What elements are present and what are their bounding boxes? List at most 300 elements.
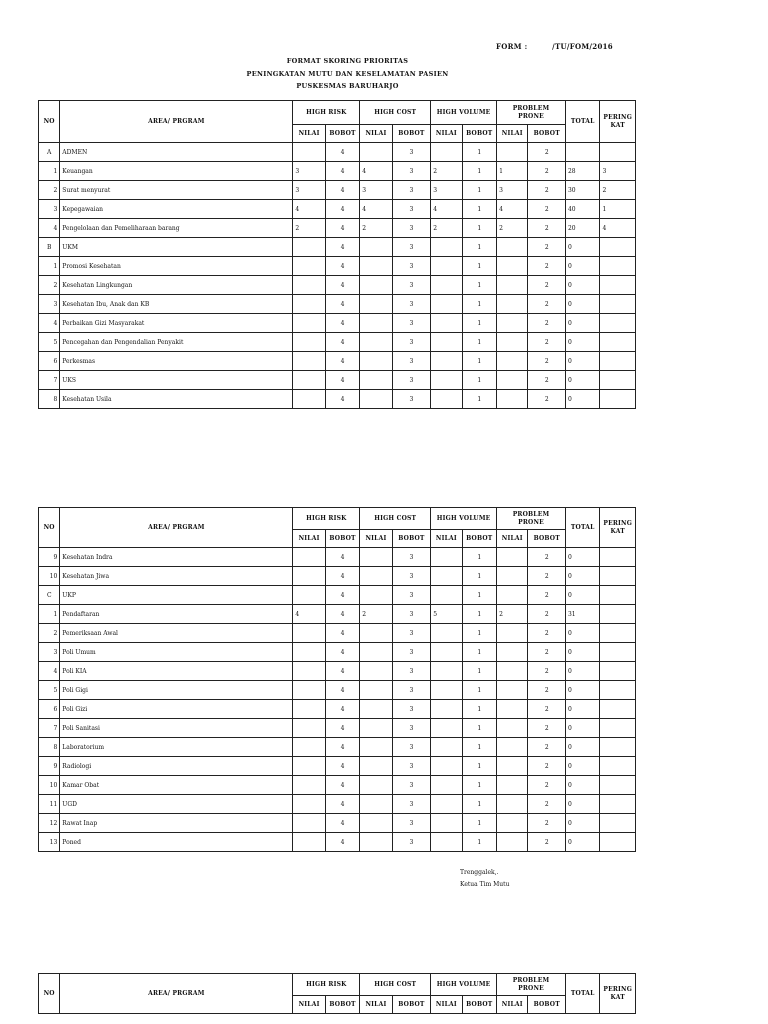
high-risk-nilai-cell — [293, 700, 325, 719]
peringkat-cell — [600, 143, 636, 162]
high-volume-bobot-cell: 1 — [462, 700, 496, 719]
area-cell: Pengelolaan dan Pemeliharaan barang — [60, 219, 293, 238]
area-cell: Perbaikan Gizi Masyarakat — [60, 314, 293, 333]
header-high-risk: HIGH RISK — [293, 508, 360, 530]
high-risk-nilai-cell — [293, 314, 325, 333]
table-row — [39, 586, 636, 605]
high-risk-nilai-cell — [293, 681, 325, 700]
header-high-cost: HIGH COST — [360, 508, 431, 530]
header-problem-prone: PROBLEM PRONE — [497, 974, 566, 996]
high-volume-nilai-cell — [431, 624, 462, 643]
total-cell: 0 — [565, 295, 599, 314]
area-cell: Poli Gizi — [60, 700, 293, 719]
area-cell: Pendaftaran — [60, 605, 293, 624]
problem-prone-bobot-cell: 2 — [528, 390, 566, 409]
high-cost-nilai-cell — [360, 662, 392, 681]
title-line-2: PENINGKATAN MUTU DAN KESELAMATAN PASIEN — [246, 69, 449, 78]
no-cell: 3 — [39, 200, 60, 219]
table-row — [39, 738, 636, 757]
high-volume-nilai-cell: 4 — [431, 200, 462, 219]
problem-prone-nilai-cell — [497, 662, 528, 681]
high-risk-bobot-cell: 4 — [325, 567, 359, 586]
peringkat-cell: 1 — [600, 200, 636, 219]
problem-prone-nilai-cell — [497, 757, 528, 776]
area-cell: Kesehatan Ibu, Anak dan KB — [60, 295, 293, 314]
high-volume-bobot-cell: 1 — [462, 181, 496, 200]
high-risk-nilai-cell: 3 — [293, 162, 325, 181]
high-cost-nilai-cell — [360, 333, 392, 352]
table-row — [39, 219, 636, 238]
high-risk-nilai-cell — [293, 738, 325, 757]
total-cell: 0 — [565, 833, 599, 852]
total-cell: 0 — [565, 586, 599, 605]
high-risk-bobot-cell: 4 — [325, 371, 359, 390]
title-line-1: FORMAT SKORING PRIORITAS — [286, 57, 409, 65]
high-cost-bobot-cell: 3 — [392, 681, 431, 700]
high-cost-bobot-cell: 3 — [392, 795, 431, 814]
total-cell: 0 — [565, 814, 599, 833]
high-cost-nilai-cell — [360, 719, 392, 738]
no-cell: 2 — [39, 181, 60, 200]
high-cost-nilai-cell — [360, 390, 392, 409]
peringkat-cell: 2 — [600, 181, 636, 200]
high-risk-bobot-cell: 4 — [325, 143, 359, 162]
total-cell: 0 — [565, 738, 599, 757]
no-cell: 2 — [39, 624, 60, 643]
high-risk-nilai-cell — [293, 624, 325, 643]
no-cell: 3 — [39, 295, 60, 314]
high-cost-nilai-cell — [360, 567, 392, 586]
problem-prone-nilai-cell — [497, 795, 528, 814]
no-cell: 8 — [39, 390, 60, 409]
high-volume-nilai-cell — [431, 776, 462, 795]
header-bobot: BOBOT — [462, 996, 496, 1014]
table-row — [39, 681, 636, 700]
high-volume-nilai-cell: 3 — [431, 181, 462, 200]
high-volume-nilai-cell — [431, 333, 462, 352]
high-volume-nilai-cell — [431, 276, 462, 295]
high-volume-nilai-cell: 5 — [431, 605, 462, 624]
high-cost-nilai-cell — [360, 643, 392, 662]
header-bobot: BOBOT — [528, 530, 566, 548]
problem-prone-bobot-cell: 2 — [528, 200, 566, 219]
problem-prone-nilai-cell — [497, 719, 528, 738]
high-cost-bobot-cell: 3 — [392, 333, 431, 352]
high-risk-bobot-cell: 4 — [325, 333, 359, 352]
header-bobot: BOBOT — [325, 996, 359, 1014]
table-row — [39, 643, 636, 662]
high-volume-bobot-cell: 1 — [462, 567, 496, 586]
high-cost-nilai-cell — [360, 624, 392, 643]
no-cell: 6 — [39, 700, 60, 719]
problem-prone-bobot-cell: 2 — [528, 295, 566, 314]
header-bobot: BOBOT — [325, 530, 359, 548]
high-risk-nilai-cell — [293, 352, 325, 371]
area-cell: Kesehatan Usila — [60, 390, 293, 409]
total-cell: 0 — [565, 700, 599, 719]
high-volume-nilai-cell — [431, 700, 462, 719]
header-high-volume: HIGH VOLUME — [431, 974, 497, 996]
high-volume-bobot-cell: 1 — [462, 643, 496, 662]
peringkat-cell — [600, 352, 636, 371]
high-volume-bobot-cell: 1 — [462, 662, 496, 681]
problem-prone-nilai-cell — [497, 814, 528, 833]
high-cost-nilai-cell: 4 — [360, 162, 392, 181]
high-volume-bobot-cell: 1 — [462, 238, 496, 257]
peringkat-cell — [600, 776, 636, 795]
high-cost-bobot-cell: 3 — [392, 586, 431, 605]
problem-prone-nilai-cell — [497, 624, 528, 643]
problem-prone-bobot-cell: 2 — [528, 352, 566, 371]
total-cell: 0 — [565, 238, 599, 257]
table-row — [39, 257, 636, 276]
header-high-risk: HIGH RISK — [293, 101, 360, 125]
header-nilai: NILAI — [360, 530, 392, 548]
high-cost-bobot-cell: 3 — [392, 371, 431, 390]
high-volume-bobot-cell: 1 — [462, 795, 496, 814]
high-risk-nilai-cell — [293, 757, 325, 776]
high-volume-bobot-cell: 1 — [462, 814, 496, 833]
no-cell: 1 — [39, 605, 60, 624]
problem-prone-nilai-cell — [497, 586, 528, 605]
high-risk-bobot-cell: 4 — [325, 162, 359, 181]
total-cell: 0 — [565, 333, 599, 352]
high-volume-nilai-cell — [431, 814, 462, 833]
problem-prone-bobot-cell: 2 — [528, 605, 566, 624]
high-risk-nilai-cell — [293, 295, 325, 314]
high-risk-nilai-cell — [293, 795, 325, 814]
high-cost-bobot-cell: 3 — [392, 257, 431, 276]
peringkat-cell — [600, 738, 636, 757]
problem-prone-bobot-cell: 2 — [528, 776, 566, 795]
high-cost-bobot-cell: 3 — [392, 605, 431, 624]
problem-prone-bobot-cell: 2 — [528, 662, 566, 681]
total-cell: 0 — [565, 624, 599, 643]
high-cost-nilai-cell — [360, 548, 392, 567]
no-cell: 5 — [39, 681, 60, 700]
problem-prone-bobot-cell: 2 — [528, 719, 566, 738]
no-cell: A — [39, 143, 60, 162]
high-risk-bobot-cell: 4 — [325, 681, 359, 700]
area-cell: Pemeriksaan Awal — [60, 624, 293, 643]
problem-prone-nilai-cell: 2 — [497, 219, 528, 238]
high-cost-nilai-cell: 3 — [360, 181, 392, 200]
area-cell: Poli Sanitasi — [60, 719, 293, 738]
high-volume-bobot-cell: 1 — [462, 295, 496, 314]
problem-prone-nilai-cell — [497, 567, 528, 586]
header-nilai: NILAI — [293, 530, 325, 548]
high-volume-nilai-cell — [431, 257, 462, 276]
high-risk-nilai-cell — [293, 276, 325, 295]
high-volume-nilai-cell — [431, 548, 462, 567]
header-area: AREA/ PRGRAM — [60, 101, 293, 143]
high-cost-nilai-cell — [360, 700, 392, 719]
table-row — [39, 238, 636, 257]
peringkat-cell — [600, 681, 636, 700]
table-row — [39, 757, 636, 776]
high-volume-nilai-cell — [431, 719, 462, 738]
area-cell: ADMEN — [60, 143, 293, 162]
high-cost-bobot-cell: 3 — [392, 181, 431, 200]
problem-prone-bobot-cell: 2 — [528, 276, 566, 295]
table-row — [39, 662, 636, 681]
high-volume-bobot-cell: 1 — [462, 200, 496, 219]
total-cell: 0 — [565, 567, 599, 586]
high-volume-nilai-cell — [431, 738, 462, 757]
header-total: TOTAL — [565, 101, 599, 143]
total-cell: 28 — [565, 162, 599, 181]
header-nilai: NILAI — [497, 125, 528, 143]
header-area: AREA/ PRGRAM — [60, 974, 293, 1014]
high-risk-bobot-cell: 4 — [325, 548, 359, 567]
high-cost-bobot-cell: 3 — [392, 162, 431, 181]
no-cell: 5 — [39, 333, 60, 352]
high-volume-bobot-cell: 1 — [462, 757, 496, 776]
header-high-risk: HIGH RISK — [293, 974, 360, 996]
no-cell: 1 — [39, 162, 60, 181]
peringkat-cell — [600, 567, 636, 586]
no-cell: 10 — [39, 776, 60, 795]
high-risk-bobot-cell: 4 — [325, 352, 359, 371]
header-peringkat: PERING KAT — [600, 974, 636, 1014]
peringkat-cell — [600, 333, 636, 352]
high-cost-bobot-cell: 3 — [392, 700, 431, 719]
high-cost-nilai-cell: 4 — [360, 200, 392, 219]
problem-prone-nilai-cell: 2 — [497, 605, 528, 624]
header-high-cost: HIGH COST — [360, 974, 431, 996]
high-risk-bobot-cell: 4 — [325, 719, 359, 738]
problem-prone-nilai-cell — [497, 143, 528, 162]
peringkat-cell — [600, 238, 636, 257]
high-volume-bobot-cell: 1 — [462, 257, 496, 276]
problem-prone-nilai-cell — [497, 548, 528, 567]
no-cell: 8 — [39, 738, 60, 757]
area-cell: Keuangan — [60, 162, 293, 181]
high-volume-bobot-cell: 1 — [462, 371, 496, 390]
high-volume-bobot-cell: 1 — [462, 624, 496, 643]
high-risk-nilai-cell: 3 — [293, 181, 325, 200]
header-bobot: BOBOT — [325, 125, 359, 143]
high-risk-bobot-cell: 4 — [325, 757, 359, 776]
header-nilai: NILAI — [293, 996, 325, 1014]
problem-prone-bobot-cell: 2 — [528, 757, 566, 776]
total-cell: 0 — [565, 257, 599, 276]
high-volume-nilai-cell — [431, 352, 462, 371]
high-risk-nilai-cell: 2 — [293, 219, 325, 238]
problem-prone-nilai-cell — [497, 681, 528, 700]
high-cost-nilai-cell — [360, 257, 392, 276]
no-cell: 6 — [39, 352, 60, 371]
table-row — [39, 833, 636, 852]
header-total: TOTAL — [565, 974, 599, 1014]
high-volume-bobot-cell: 1 — [462, 738, 496, 757]
no-cell: 4 — [39, 314, 60, 333]
problem-prone-nilai-cell — [497, 295, 528, 314]
high-volume-nilai-cell — [431, 567, 462, 586]
table-row — [39, 295, 636, 314]
header-nilai: NILAI — [360, 125, 392, 143]
problem-prone-bobot-cell: 2 — [528, 738, 566, 757]
problem-prone-bobot-cell: 2 — [528, 257, 566, 276]
total-cell: 0 — [565, 757, 599, 776]
high-volume-bobot-cell: 1 — [462, 586, 496, 605]
peringkat-cell — [600, 314, 636, 333]
header-area: AREA/ PRGRAM — [60, 508, 293, 548]
high-volume-bobot-cell: 1 — [462, 833, 496, 852]
high-risk-bobot-cell: 4 — [325, 643, 359, 662]
high-risk-bobot-cell: 4 — [325, 181, 359, 200]
high-risk-bobot-cell: 4 — [325, 738, 359, 757]
total-cell: 0 — [565, 795, 599, 814]
header-no: NO — [39, 508, 60, 548]
high-risk-nilai-cell — [293, 814, 325, 833]
table-2-body — [39, 548, 636, 852]
no-cell: C — [39, 586, 60, 605]
high-risk-nilai-cell — [293, 548, 325, 567]
header-nilai: NILAI — [497, 996, 528, 1014]
table-row — [39, 143, 636, 162]
high-volume-nilai-cell — [431, 662, 462, 681]
no-cell: 13 — [39, 833, 60, 852]
header-high-volume: HIGH VOLUME — [431, 508, 497, 530]
high-risk-bobot-cell: 4 — [325, 605, 359, 624]
area-cell: Radiologi — [60, 757, 293, 776]
high-volume-nilai-cell — [431, 390, 462, 409]
peringkat-cell: 4 — [600, 219, 636, 238]
high-risk-nilai-cell — [293, 390, 325, 409]
problem-prone-bobot-cell: 2 — [528, 700, 566, 719]
table-row — [39, 567, 636, 586]
peringkat-cell — [600, 276, 636, 295]
high-volume-bobot-cell: 1 — [462, 776, 496, 795]
high-cost-bobot-cell: 3 — [392, 548, 431, 567]
high-risk-bobot-cell: 4 — [325, 314, 359, 333]
high-volume-bobot-cell: 1 — [462, 162, 496, 181]
high-risk-nilai-cell — [293, 371, 325, 390]
high-cost-bobot-cell: 3 — [392, 567, 431, 586]
area-cell: UKS — [60, 371, 293, 390]
high-cost-bobot-cell: 3 — [392, 352, 431, 371]
total-cell: 0 — [565, 548, 599, 567]
high-cost-nilai-cell: 2 — [360, 605, 392, 624]
total-cell — [565, 143, 599, 162]
area-cell: Promosi Kesehatan — [60, 257, 293, 276]
problem-prone-nilai-cell — [497, 333, 528, 352]
high-volume-nilai-cell — [431, 586, 462, 605]
high-volume-nilai-cell — [431, 295, 462, 314]
problem-prone-nilai-cell — [497, 776, 528, 795]
table-row — [39, 390, 636, 409]
high-cost-bobot-cell: 3 — [392, 314, 431, 333]
header-peringkat: PERING KAT — [600, 101, 636, 143]
total-cell: 0 — [565, 776, 599, 795]
total-cell: 0 — [565, 681, 599, 700]
high-volume-nilai-cell — [431, 314, 462, 333]
high-cost-bobot-cell: 3 — [392, 833, 431, 852]
high-volume-bobot-cell: 1 — [462, 143, 496, 162]
high-volume-bobot-cell: 1 — [462, 333, 496, 352]
high-cost-bobot-cell: 3 — [392, 643, 431, 662]
problem-prone-nilai-cell — [497, 352, 528, 371]
high-volume-bobot-cell: 1 — [462, 548, 496, 567]
high-cost-nilai-cell — [360, 738, 392, 757]
high-risk-bobot-cell: 4 — [325, 586, 359, 605]
high-cost-nilai-cell — [360, 276, 392, 295]
high-volume-nilai-cell — [431, 371, 462, 390]
problem-prone-nilai-cell — [497, 390, 528, 409]
header-nilai: NILAI — [360, 996, 392, 1014]
problem-prone-nilai-cell — [497, 314, 528, 333]
scoring-table-2 — [38, 507, 636, 852]
high-volume-nilai-cell — [431, 795, 462, 814]
problem-prone-bobot-cell: 2 — [528, 795, 566, 814]
peringkat-cell — [600, 643, 636, 662]
high-cost-nilai-cell — [360, 681, 392, 700]
peringkat-cell — [600, 795, 636, 814]
header-bobot: BOBOT — [462, 530, 496, 548]
problem-prone-bobot-cell: 2 — [528, 814, 566, 833]
problem-prone-bobot-cell: 2 — [528, 162, 566, 181]
table-row — [39, 181, 636, 200]
high-cost-bobot-cell: 3 — [392, 814, 431, 833]
table-row — [39, 371, 636, 390]
high-cost-nilai-cell — [360, 352, 392, 371]
high-risk-bobot-cell: 4 — [325, 295, 359, 314]
problem-prone-bobot-cell: 2 — [528, 219, 566, 238]
problem-prone-nilai-cell: 3 — [497, 181, 528, 200]
high-risk-nilai-cell: 4 — [293, 605, 325, 624]
peringkat-cell — [600, 548, 636, 567]
header-bobot: BOBOT — [462, 125, 496, 143]
high-cost-nilai-cell — [360, 238, 392, 257]
area-cell: Poned — [60, 833, 293, 852]
high-volume-bobot-cell: 1 — [462, 314, 496, 333]
header-bobot: BOBOT — [528, 996, 566, 1014]
problem-prone-bobot-cell: 2 — [528, 548, 566, 567]
high-cost-bobot-cell: 3 — [392, 390, 431, 409]
total-cell: 0 — [565, 662, 599, 681]
high-cost-nilai-cell — [360, 143, 392, 162]
total-cell: 30 — [565, 181, 599, 200]
total-cell: 0 — [565, 276, 599, 295]
high-cost-bobot-cell: 3 — [392, 738, 431, 757]
high-risk-nilai-cell — [293, 776, 325, 795]
no-cell: 1 — [39, 257, 60, 276]
high-cost-bobot-cell: 3 — [392, 757, 431, 776]
problem-prone-nilai-cell: 1 — [497, 162, 528, 181]
problem-prone-nilai-cell — [497, 833, 528, 852]
area-cell: Perkesmas — [60, 352, 293, 371]
high-cost-nilai-cell — [360, 371, 392, 390]
area-cell: Rawat Inap — [60, 814, 293, 833]
no-cell: 4 — [39, 662, 60, 681]
high-risk-bobot-cell: 4 — [325, 776, 359, 795]
table-row — [39, 605, 636, 624]
area-cell: Kepegawaian — [60, 200, 293, 219]
table-row — [39, 162, 636, 181]
no-cell: 9 — [39, 757, 60, 776]
total-cell: 20 — [565, 219, 599, 238]
problem-prone-bobot-cell: 2 — [528, 143, 566, 162]
scoring-table-3 — [38, 973, 636, 1014]
high-cost-bobot-cell: 3 — [392, 200, 431, 219]
high-risk-bobot-cell: 4 — [325, 814, 359, 833]
header-total: TOTAL — [565, 508, 599, 548]
total-cell: 0 — [565, 390, 599, 409]
no-cell: 7 — [39, 719, 60, 738]
table-row — [39, 352, 636, 371]
header-bobot: BOBOT — [392, 530, 431, 548]
